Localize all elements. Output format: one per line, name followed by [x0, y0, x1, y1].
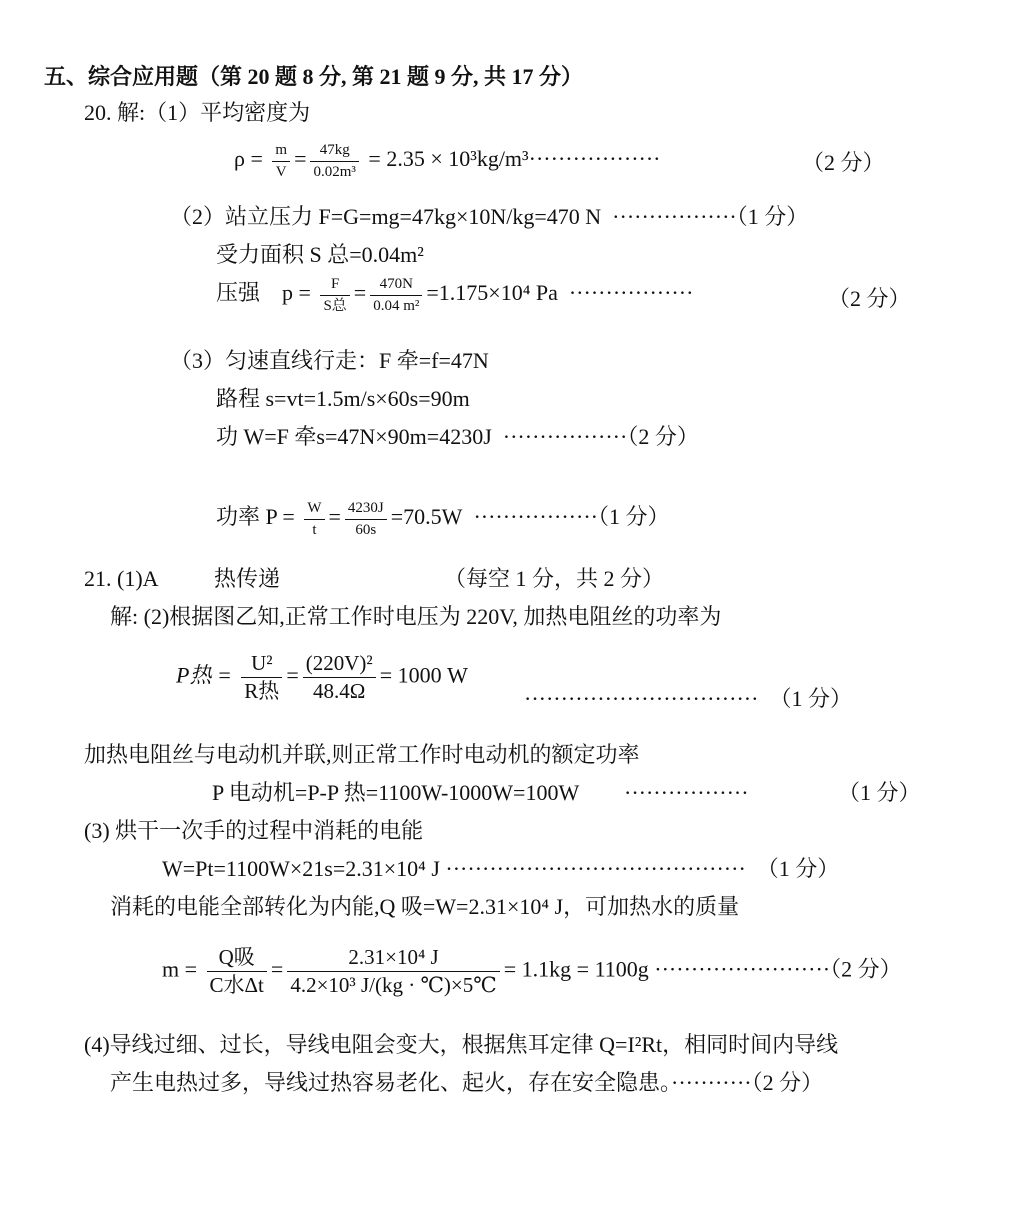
density-values-fraction: $\frac{47kg}{\text{0.02m³}}$ — [310, 142, 358, 180]
pressure-result: =1.175×10⁴ Pa — [426, 280, 558, 306]
q21-part2-intro: 解: (2)根据图乙知,正常工作时电压为 220V, 加热电阻丝的功率为 — [110, 604, 722, 629]
q21-part4-line1: (4)导线过细、过长，导线电阻会变大，根据焦耳定律 Q=I²Rt，相同时间内导线 — [84, 1032, 839, 1057]
force-over-area-fraction: $\frac{F}{\text{S总}}$ — [320, 276, 349, 314]
energy-line: W=Pt=1100W×21s=2.31×10⁴ J ········································· （1 分） — [162, 856, 840, 881]
density-result: = 2.35 × 10³kg/m³ — [368, 146, 529, 172]
mass-values-fraction: $\frac{\text{2.31×10⁴ J}}{\text{4.2×10³ J/(kg · ℃)×5℃}}$ — [287, 946, 499, 997]
mass-over-volume-fraction: $\frac{m}{V}$ — [272, 142, 290, 180]
mass-score: （2 分） — [830, 956, 902, 982]
power-formula: 功率 P = $\frac{W}{t}$ = $\frac{4230J}{60s}$ =70.5W ·················（1 分） — [216, 500, 670, 538]
pressure-formula: 压强 p = $\frac{F}{\text{S总}}$ = $\frac{470N}{\text{0.04 m²}}$ =1.175×10⁴ Pa ················· — [216, 276, 694, 314]
power-values-fraction: $\frac{4230J}{60s}$ — [345, 500, 387, 538]
density-formula: ρ = $\frac{m}{V}$ = $\frac{47kg}{\text{0.02m³}}$ = 2.35 × 10³kg/m³·················· — [234, 142, 661, 180]
density-score: （2 分） — [802, 150, 885, 175]
motor-score: （1 分） — [838, 780, 921, 805]
heat-power-dots-score: ································ （1 分） — [524, 686, 852, 711]
pressure-label: 压强 — [216, 280, 261, 306]
q21-part3-intro: (3) 烘干一次手的过程中消耗的电能 — [84, 818, 424, 843]
energy-score: （1 分） — [756, 856, 840, 881]
part2-force: （2）站立压力 F=G=mg=47kg×10N/kg=470 N ·················（1 分） — [170, 204, 809, 229]
mass-formula: m = $\frac{\text{Q吸}}{\text{C水Δt}}$ = $\frac{\text{2.31×10⁴ J}}{\text{4.2×10³ J/(kg · ℃)×5℃}}$ = 1.1kg = 1100g ························（2 分） — [162, 945, 902, 998]
q21-part1-score: （每空 1 分，共 2 分） — [444, 566, 665, 591]
section-title: 五、综合应用题（第 20 题 8 分, 第 21 题 9 分, 共 17 分） — [44, 64, 584, 89]
heat-power-score: （1 分） — [769, 686, 852, 711]
part2-force-score: （1 分） — [736, 204, 809, 229]
conversion-line: 消耗的电能全部转化为内能,Q 吸=W=2.31×10⁴ J，可加热水的质量 — [110, 894, 740, 919]
parallel-text: 加热电阻丝与电动机并联,则正常工作时电动机的额定功率 — [84, 742, 640, 767]
part4-score: （2 分） — [751, 1070, 824, 1095]
heat-power-values-fraction: $\frac{\text{(220V)²}}{48.4\Omega}$ — [303, 652, 376, 703]
motor-dots: ················· — [624, 780, 749, 805]
work-score: （2 分） — [627, 424, 699, 449]
q20-intro: 20. 解:（1）平均密度为 — [84, 100, 311, 125]
distance-line: 路程 s=vt=1.5m/s×60s=90m — [216, 386, 470, 411]
work-line: 功 W=F 牵s=47N×90m=4230J ·················（2 分） — [216, 424, 699, 449]
q21-part4-line2: 产生电热过多，导线过热容易老化、起火，存在安全隐患。···········（2 分） — [110, 1070, 824, 1095]
heat-power-result: = 1000 W — [379, 662, 468, 688]
pressure-score: （2 分） — [828, 286, 911, 311]
heat-power-lhs: P热 = — [176, 662, 232, 688]
power-result: =70.5W — [390, 504, 463, 530]
power-score: （1 分） — [597, 504, 670, 530]
density-dots: ·················· — [528, 146, 661, 172]
heat-power-formula: P热 = $\frac{\text{U²}}{\text{R热}}$ = $\frac{\text{(220V)²}}{48.4\Omega}$ = 1000 W — [176, 651, 468, 704]
work-over-time-fraction: $\frac{W}{t}$ — [304, 500, 324, 538]
motor-power: P 电动机=P-P 热=1100W-1000W=100W — [212, 780, 580, 805]
mass-result: = 1.1kg = 1100g — [503, 956, 649, 982]
voltage-over-resistance-fraction: $\frac{\text{U²}}{\text{R热}}$ — [241, 652, 282, 703]
density-lhs: ρ = — [234, 146, 263, 172]
q21-part1-answer: 热传递 — [214, 566, 281, 591]
contact-area: 受力面积 S 总=0.04m² — [216, 242, 424, 267]
pressure-values-fraction: $\frac{470N}{\text{0.04 m²}}$ — [370, 276, 422, 314]
q21-part1-number: 21. (1)A — [84, 566, 159, 591]
heat-over-capacity-fraction: $\frac{\text{Q吸}}{\text{C水Δt}}$ — [207, 946, 267, 997]
part3-intro: （3）匀速直线行走：F 牵=f=47N — [170, 348, 489, 373]
